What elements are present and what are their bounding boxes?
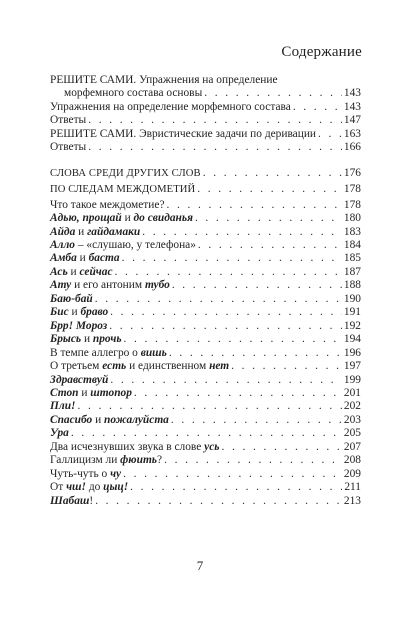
title-text: и единственном — [126, 360, 210, 373]
title-text: Что такое междометие? — [50, 198, 165, 211]
title-text: ! — [89, 494, 94, 507]
toc-entry — [50, 333, 361, 346]
headword: пожалуйста — [104, 413, 169, 426]
toc-entry-title — [50, 293, 93, 306]
toc-entry-page: 205 — [343, 427, 361, 440]
toc-entry — [50, 101, 361, 114]
toc-entry — [50, 252, 361, 265]
headword: тубо — [144, 279, 170, 292]
headword: баста — [88, 252, 120, 265]
toc-entry-title: РЕШИТЕ САМИ. Эвристические задачи по деривации — [50, 127, 317, 140]
running-header: Содержание — [281, 44, 362, 60]
toc-entry — [50, 114, 361, 127]
toc-entry-page: 183 — [343, 225, 361, 238]
title-text: и — [68, 306, 81, 319]
headword: штопор — [90, 386, 132, 399]
toc-entry — [50, 320, 361, 333]
toc-entry-page: 196 — [343, 346, 361, 359]
toc-entry-title-line2: морфемного состава основы — [64, 87, 203, 100]
toc-entry-title — [50, 306, 108, 319]
toc-entry-page: 202 — [343, 400, 361, 413]
toc-entry-title — [50, 374, 108, 387]
headword: Баю-бай — [50, 292, 93, 305]
leader-dots — [110, 306, 342, 319]
toc-entry-title — [50, 266, 113, 279]
title-text: и — [67, 265, 80, 278]
page-number: 7 — [196, 558, 204, 573]
toc-entry-page: 192 — [343, 319, 361, 332]
toc-entry — [50, 293, 361, 306]
leader-dots — [203, 167, 342, 180]
headword: Пли! — [50, 400, 76, 413]
headword: браво — [80, 306, 109, 319]
toc-entry-title — [50, 414, 169, 427]
headword: Амба — [50, 252, 77, 265]
toc-entry — [50, 266, 361, 279]
leader-dots — [115, 266, 342, 279]
headword: нет — [209, 360, 230, 373]
toc-entry — [50, 427, 361, 440]
headword: Бис — [50, 306, 69, 319]
headword: есть — [102, 360, 127, 373]
title-text: Два исчезнувших звука в слове — [50, 440, 205, 453]
toc-entry-title — [50, 333, 122, 346]
toc-entry — [50, 279, 361, 292]
toc-entry-page: 207 — [343, 440, 361, 453]
headword: до свиданья — [133, 212, 193, 225]
toc-entry — [50, 141, 361, 154]
toc-entry-title — [50, 239, 196, 252]
leader-dots — [95, 293, 342, 306]
toc-entry — [50, 183, 361, 196]
title-text: В темпе аллегро о — [50, 346, 141, 359]
toc-entry — [50, 239, 361, 252]
leader-dots — [318, 128, 342, 141]
toc-entry — [50, 212, 361, 225]
headword: фюить — [120, 454, 158, 467]
leader-dots — [124, 333, 342, 346]
toc-entry-title: Ответы — [50, 114, 87, 127]
toc-entry-title — [50, 495, 93, 508]
title-text: Галлицизм ли — [50, 454, 121, 467]
headword: вишь — [140, 346, 167, 359]
chapter-page: 176 — [343, 166, 361, 179]
headword: сейчас — [79, 265, 113, 278]
toc-entry — [50, 414, 361, 427]
toc-entry-page: 187 — [343, 265, 361, 278]
leader-dots — [169, 347, 342, 360]
leader-dots — [88, 114, 342, 127]
toc-entry-page: 211 — [344, 481, 361, 494]
leader-dots — [198, 239, 342, 252]
toc-entry-title: Ответы — [50, 141, 87, 154]
headword: Ура — [50, 427, 69, 440]
headword: гайдамаки — [87, 225, 141, 238]
toc-entry-page: 208 — [343, 454, 361, 467]
headword: Здравствуй — [50, 373, 109, 386]
title-text: О третьем — [50, 360, 103, 373]
leader-dots — [231, 360, 342, 373]
toc-entry-page: 166 — [343, 141, 361, 154]
headword: Спасибо — [50, 413, 93, 426]
leader-dots — [71, 427, 342, 440]
toc-entry — [50, 306, 361, 319]
toc-entry — [50, 454, 361, 467]
headword: Алло — [50, 238, 75, 251]
toc-entry-title — [50, 279, 170, 292]
leader-dots — [171, 414, 342, 427]
toc-entry-page: 178 — [343, 183, 361, 196]
toc-entry-title — [50, 468, 121, 481]
toc-entry-title — [50, 252, 120, 265]
leader-dots — [77, 400, 341, 413]
toc-entry-list — [50, 183, 361, 508]
toc-entry — [50, 226, 361, 239]
leader-dots — [134, 387, 342, 400]
title-text: и — [75, 225, 88, 238]
leader-dots — [172, 279, 342, 292]
title-text: – «слушаю, у телефона» — [74, 238, 196, 251]
leader-dots — [95, 495, 342, 508]
toc-entry-title-line1: РЕШИТЕ САМИ. Упражнения на определение — [50, 74, 278, 86]
toc-entry-page: 190 — [343, 292, 361, 305]
toc-entry — [50, 481, 361, 494]
toc-entry-page: 180 — [343, 212, 361, 225]
title-text: ПО СЛЕДАМ МЕЖДОМЕТИЙ — [50, 184, 196, 196]
table-of-contents — [50, 74, 361, 508]
headword: прочь — [92, 333, 122, 346]
headword: чш! — [66, 481, 86, 494]
headword: Шабаш — [50, 494, 90, 507]
toc-entry-title — [50, 212, 193, 225]
toc-entry-page: 188 — [343, 279, 361, 292]
leader-dots — [130, 481, 342, 494]
toc-entry-page: 197 — [343, 360, 361, 373]
leader-dots — [109, 320, 342, 333]
headword: Ату — [50, 279, 72, 292]
toc-entry-title — [50, 360, 229, 373]
leader-dots — [204, 87, 342, 100]
headword: усь — [204, 440, 220, 453]
toc-entry-page: 163 — [343, 127, 361, 140]
leader-dots — [88, 141, 342, 154]
toc-entry-title: Упражнения на определение морфемного состава — [50, 100, 291, 113]
title-text: От — [50, 481, 67, 494]
toc-entry — [50, 374, 361, 387]
toc-entry — [50, 199, 361, 212]
toc-entry — [50, 400, 361, 413]
headword: Брысь — [50, 333, 82, 346]
toc-entry-page: 178 — [343, 198, 361, 211]
headword: Стоп — [50, 386, 79, 399]
toc-entry-title — [50, 320, 107, 333]
toc-entry — [50, 441, 361, 454]
toc-entry-page: 191 — [343, 306, 361, 319]
leader-dots — [167, 199, 342, 212]
toc-entry — [50, 360, 361, 373]
toc-entry — [50, 468, 361, 481]
leader-dots — [142, 226, 342, 239]
toc-entry-page: 184 — [343, 238, 361, 251]
leader-dots — [195, 212, 342, 225]
chapter-title: СЛОВА СРЕДИ ДРУГИХ СЛОВ — [50, 167, 201, 179]
title-text: и — [76, 252, 89, 265]
headword: Адью, прощай — [50, 212, 122, 225]
title-text: до — [85, 481, 104, 494]
toc-entry — [50, 128, 361, 141]
headword: Айда — [50, 225, 76, 238]
toc-chapter — [50, 167, 361, 180]
toc-entry-page: 209 — [343, 467, 361, 480]
toc-entry-page: 213 — [343, 494, 361, 507]
toc-entry-title — [50, 441, 219, 454]
toc-entry-title — [50, 427, 69, 440]
headword: чу — [110, 467, 122, 480]
toc-entry-title — [50, 226, 140, 239]
title-text: и — [81, 333, 93, 346]
toc-entry-page: 201 — [343, 386, 361, 399]
leader-dots — [197, 183, 342, 196]
toc-entry-title — [50, 481, 128, 494]
leader-dots — [123, 468, 342, 481]
title-text: Чуть-чуть о — [50, 467, 111, 480]
leader-dots — [293, 101, 342, 114]
toc-entry-page: 147 — [343, 114, 361, 127]
title-text: и — [78, 386, 91, 399]
leader-dots — [122, 252, 342, 265]
toc-entry — [50, 495, 361, 508]
toc-entry — [50, 387, 361, 400]
leader-dots — [164, 454, 342, 467]
title-text: и — [92, 413, 105, 426]
toc-entry-title — [50, 347, 167, 360]
toc-entry — [50, 347, 361, 360]
toc-entry-page: 194 — [343, 333, 361, 346]
toc-entry-page: 199 — [343, 373, 361, 386]
toc-entry — [50, 74, 361, 101]
headword: Ась — [50, 265, 68, 278]
toc-entry-title — [50, 387, 132, 400]
leader-dots — [221, 441, 341, 454]
title-text: и — [121, 212, 134, 225]
headword: цыц! — [103, 481, 129, 494]
toc-entry-page: 143 — [343, 100, 361, 113]
toc-entry-page: 185 — [343, 252, 361, 265]
toc-entry-page: 203 — [343, 413, 361, 426]
title-text: и его антоним — [71, 279, 145, 292]
leader-dots — [110, 374, 342, 387]
toc-entry-title — [50, 400, 75, 413]
toc-entry-title — [50, 184, 195, 197]
title-text: ? — [157, 454, 163, 467]
toc-entry-title — [50, 199, 165, 212]
headword: Брр! Мороз — [50, 319, 108, 332]
toc-entry-page: 143 — [343, 87, 361, 100]
toc-entry-title — [50, 454, 162, 467]
